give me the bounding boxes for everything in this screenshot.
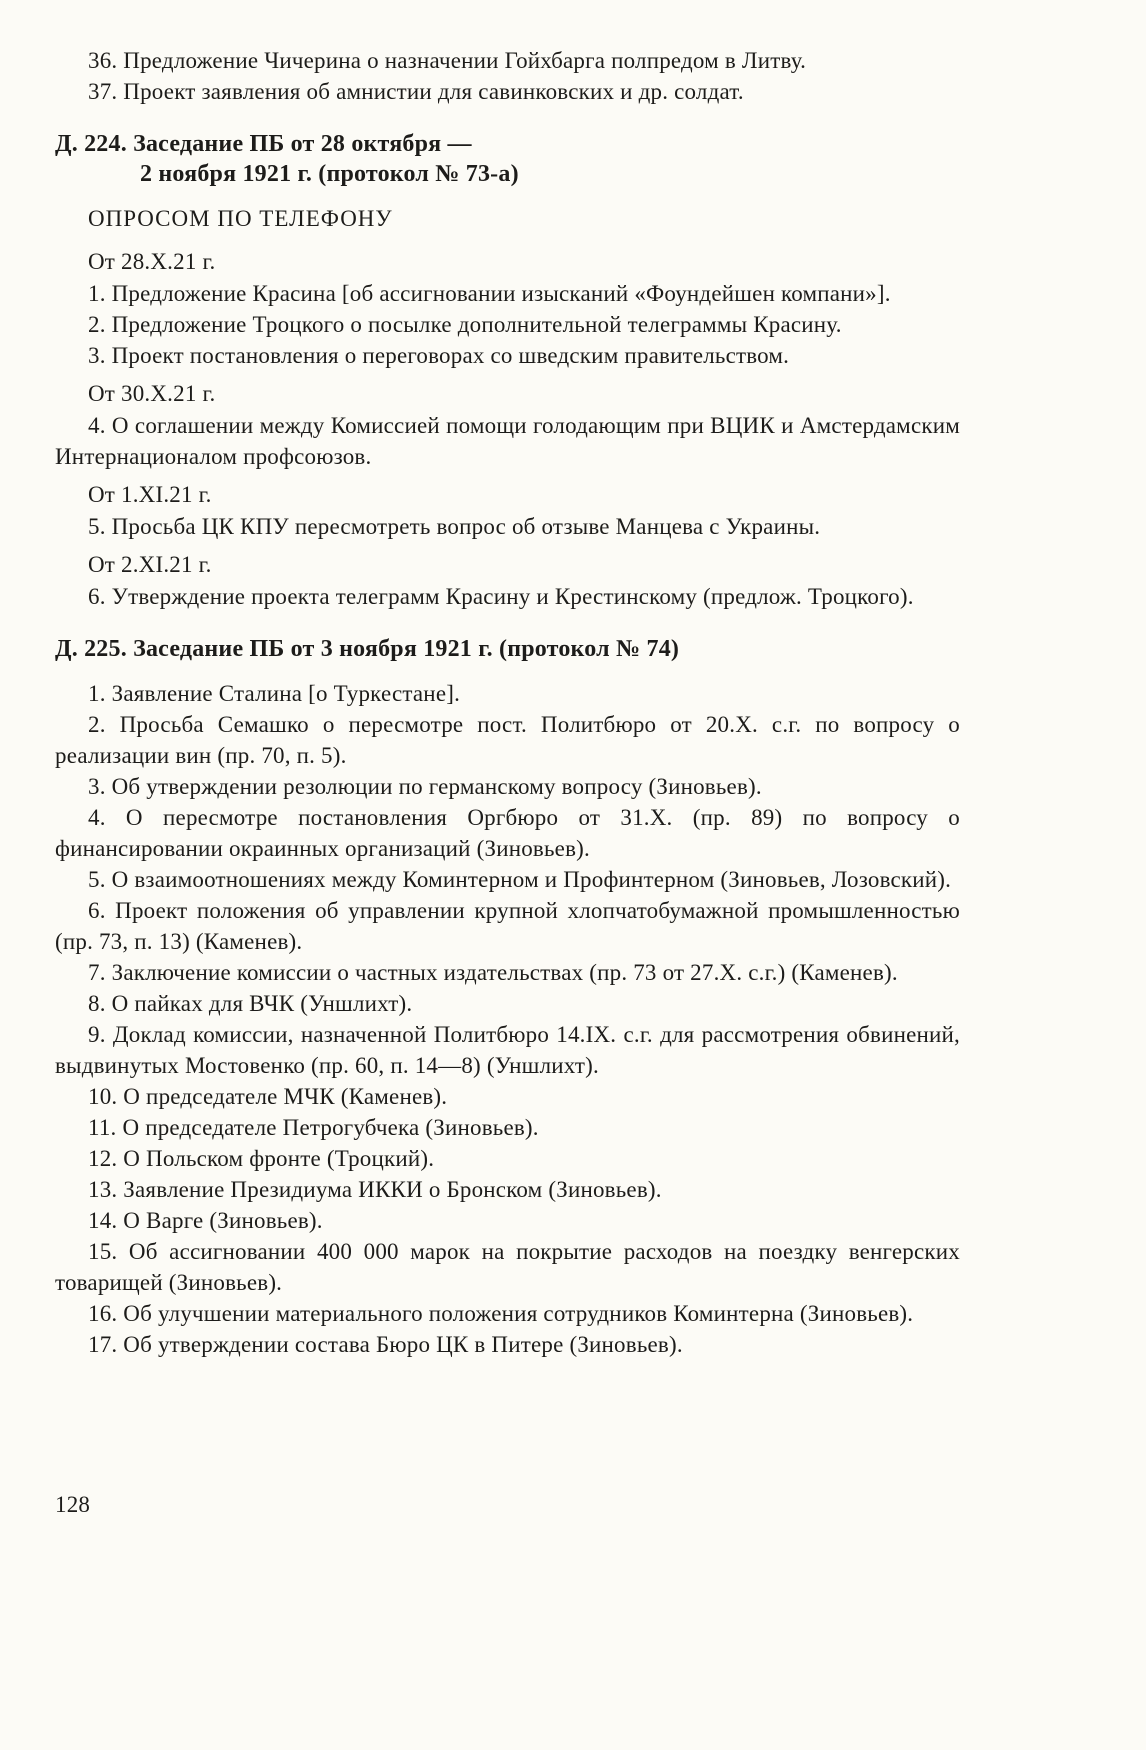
list-item: 5. О взаимоотношениях между Коминтерном и Профинтерном (Зиновьев, Лозовский). [88, 867, 952, 892]
list-item: 37. Проект заявления об амнистии для савинковских и др. солдат. [88, 79, 744, 104]
list-item: 4. О соглашении между Комиссией помощи голодающим при ВЦИК и Амстердамским Интернационалом профсоюзов. [55, 413, 960, 469]
list-item: 14. О Варге (Зиновьев). [88, 1208, 323, 1233]
section-heading-line1: Д. 224. Заседание ПБ от 28 октября — [55, 131, 472, 157]
list-item: 2. Предложение Троцкого о посылке дополнительной телеграммы Красину. [88, 312, 842, 337]
section-heading-line2: 2 ноября 1921 г. (протокол № 73-а) [140, 161, 519, 187]
list-item: 15. Об ассигновании 400 000 марок на покрытие расходов на поездку венгерских товарищей (Зиновьев). [55, 1239, 960, 1295]
list-item: 6. Утверждение проекта телеграмм Красину и Крестинскому (предлож. Троцкого). [88, 584, 914, 609]
list-item: 1. Заявление Сталина [о Туркестане]. [88, 681, 461, 706]
date-label: От 28.X.21 г. [88, 249, 216, 274]
page-number: 128 [55, 1492, 91, 1517]
date-label: От 2.XI.21 г. [88, 552, 212, 577]
subheading-phone-poll: ОПРОСОМ ПО ТЕЛЕФОНУ [88, 206, 393, 231]
list-item: 1. Предложение Красина [об ассигновании изысканий «Фоундейшен компани»]. [88, 281, 891, 306]
list-item: 3. Проект постановления о переговорах со шведским правительством. [88, 343, 790, 368]
list-item: 4. О пересмотре постановления Оргбюро от 31.X. (пр. 89) по вопросу о финансировании окраинных организаций (Зиновьев). [55, 805, 960, 861]
list-item: 12. О Польском фронте (Троцкий). [88, 1146, 435, 1171]
date-label: От 1.XI.21 г. [88, 482, 212, 507]
list-item: 3. Об утверждении резолюции по германскому вопросу (Зиновьев). [88, 774, 762, 799]
list-item: 2. Просьба Семашко о пересмотре пост. Политбюро от 20.X. с.г. по вопросу о реализации вин (пр. 70, п. 5). [55, 712, 960, 768]
list-item: 6. Проект положения об управлении крупной хлопчатобумажной промышленностью (пр. 73, п. 13) (Каменев). [55, 898, 960, 954]
list-item: 17. Об утверждении состава Бюро ЦК в Питере (Зиновьев). [88, 1332, 683, 1357]
list-item: 8. О пайках для ВЧК (Уншлихт). [88, 991, 413, 1016]
list-item: 36. Предложение Чичерина о назначении Гойхбарга полпредом в Литву. [88, 48, 807, 73]
section-heading-224 [55, 129, 960, 189]
list-item: 11. О председателе Петрогубчека (Зиновьев). [88, 1115, 539, 1140]
list-item: 7. Заключение комиссии о частных издательствах (пр. 73 от 27.X. с.г.) (Каменев). [88, 960, 898, 985]
date-label: От 30.X.21 г. [88, 381, 216, 406]
list-item: 10. О председателе МЧК (Каменев). [88, 1084, 448, 1109]
list-item: 13. Заявление Президиума ИККИ о Бронском (Зиновьев). [88, 1177, 662, 1202]
list-item: 16. Об улучшении материального положения сотрудников Коминтерна (Зиновьев). [88, 1301, 914, 1326]
list-item: 5. Просьба ЦК КПУ пересмотреть вопрос об отзыве Манцева с Украины. [88, 514, 821, 539]
section-heading-225: Д. 225. Заседание ПБ от 3 ноября 1921 г. (протокол № 74) [55, 636, 680, 662]
list-item: 9. Доклад комиссии, назначенной Политбюро 14.IX. с.г. для рассмотрения обвинений, выдвинутых Мостовенко (пр. 60, п. 14—8) (Уншлихт). [55, 1022, 960, 1078]
